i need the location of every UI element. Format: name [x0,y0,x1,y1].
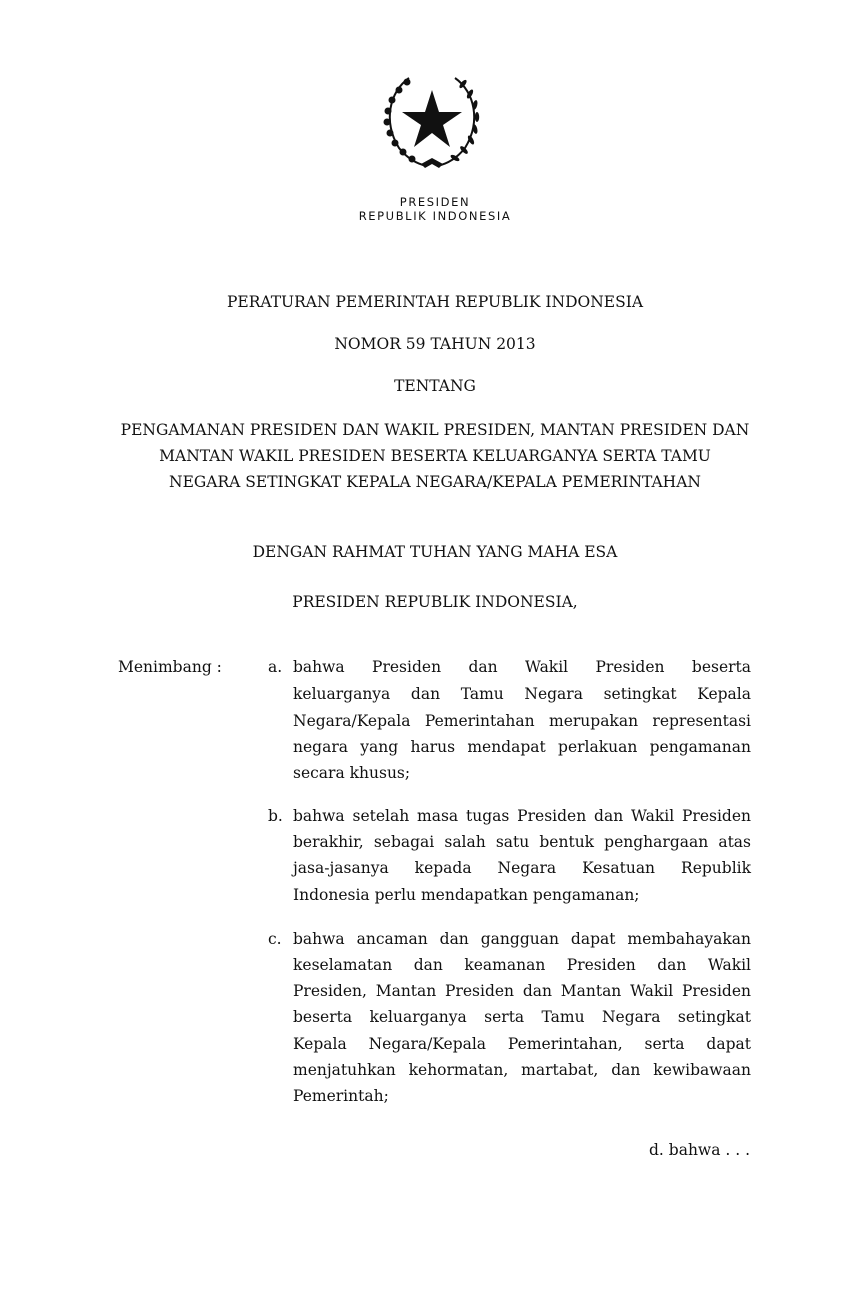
consideration-line: Kepala Negara/Kepala Pemerintahan, serta dapat [293,1035,751,1053]
consideration-marker: c. [268,930,282,948]
regulation-about-label: TENTANG [394,377,476,395]
page-continuation-ref: d. bahwa . . . [649,1141,750,1159]
consideration-line: Presiden, Mantan Presiden dan Mantan Wakil Presiden [293,982,751,1000]
consideration-line: jasa-jasanya kepada Negara Kesatuan Republik [293,859,751,877]
consideration-line: menjatuhkan kehormatan, martabat, dan kewibawaan [293,1061,751,1079]
preamble-blessing: DENGAN RAHMAT TUHAN YANG MAHA ESA [252,543,618,561]
consideration-line: Indonesia perlu mendapatkan pengamanan; [293,886,640,904]
consideration-line: bahwa Presiden dan Wakil Presiden beserta [293,658,751,676]
considerations-label: Menimbang : [118,658,222,676]
consideration-line: keluarganya dan Tamu Negara setingkat Kepala [293,685,751,703]
preamble-authority: PRESIDEN REPUBLIK INDONESIA, [292,593,578,611]
consideration-line: bahwa ancaman dan gangguan dapat membahayakan [293,930,751,948]
regulation-type-title: PERATURAN PEMERINTAH REPUBLIK INDONESIA [226,293,644,311]
consideration-marker: b. [268,807,283,825]
regulation-subject-line: MANTAN WAKIL PRESIDEN BESERTA KELUARGANYA SERTA TAMU [159,447,711,465]
consideration-marker: a. [268,658,283,676]
emblem-caption-republic: REPUBLIK INDONESIA [358,209,512,223]
consideration-line: keselamatan dan keamanan Presiden dan Wakil [293,956,751,974]
emblem-caption-president: PRESIDEN [399,195,471,209]
consideration-line: Pemerintah; [293,1087,389,1105]
consideration-line: negara yang harus mendapat perlakuan pengamanan [293,738,751,756]
consideration-line: bahwa setelah masa tugas Presiden dan Wakil Presiden [293,807,751,825]
consideration-line: Negara/Kepala Pemerintahan merupakan representasi [293,712,751,730]
consideration-line: beserta keluarganya serta Tamu Negara setingkat [293,1008,751,1026]
garuda-star-wreath-emblem-icon [377,70,487,170]
consideration-line: berakhir, sebagai salah satu bentuk penghargaan atas [293,833,751,851]
regulation-number: NOMOR 59 TAHUN 2013 [334,335,536,353]
consideration-line: secara khusus; [293,764,411,782]
regulation-subject-line: NEGARA SETINGKAT KEPALA NEGARA/KEPALA PEMERINTAHAN [169,473,701,491]
regulation-subject-line: PENGAMANAN PRESIDEN DAN WAKIL PRESIDEN, MANTAN PRESIDEN DAN [120,421,750,439]
